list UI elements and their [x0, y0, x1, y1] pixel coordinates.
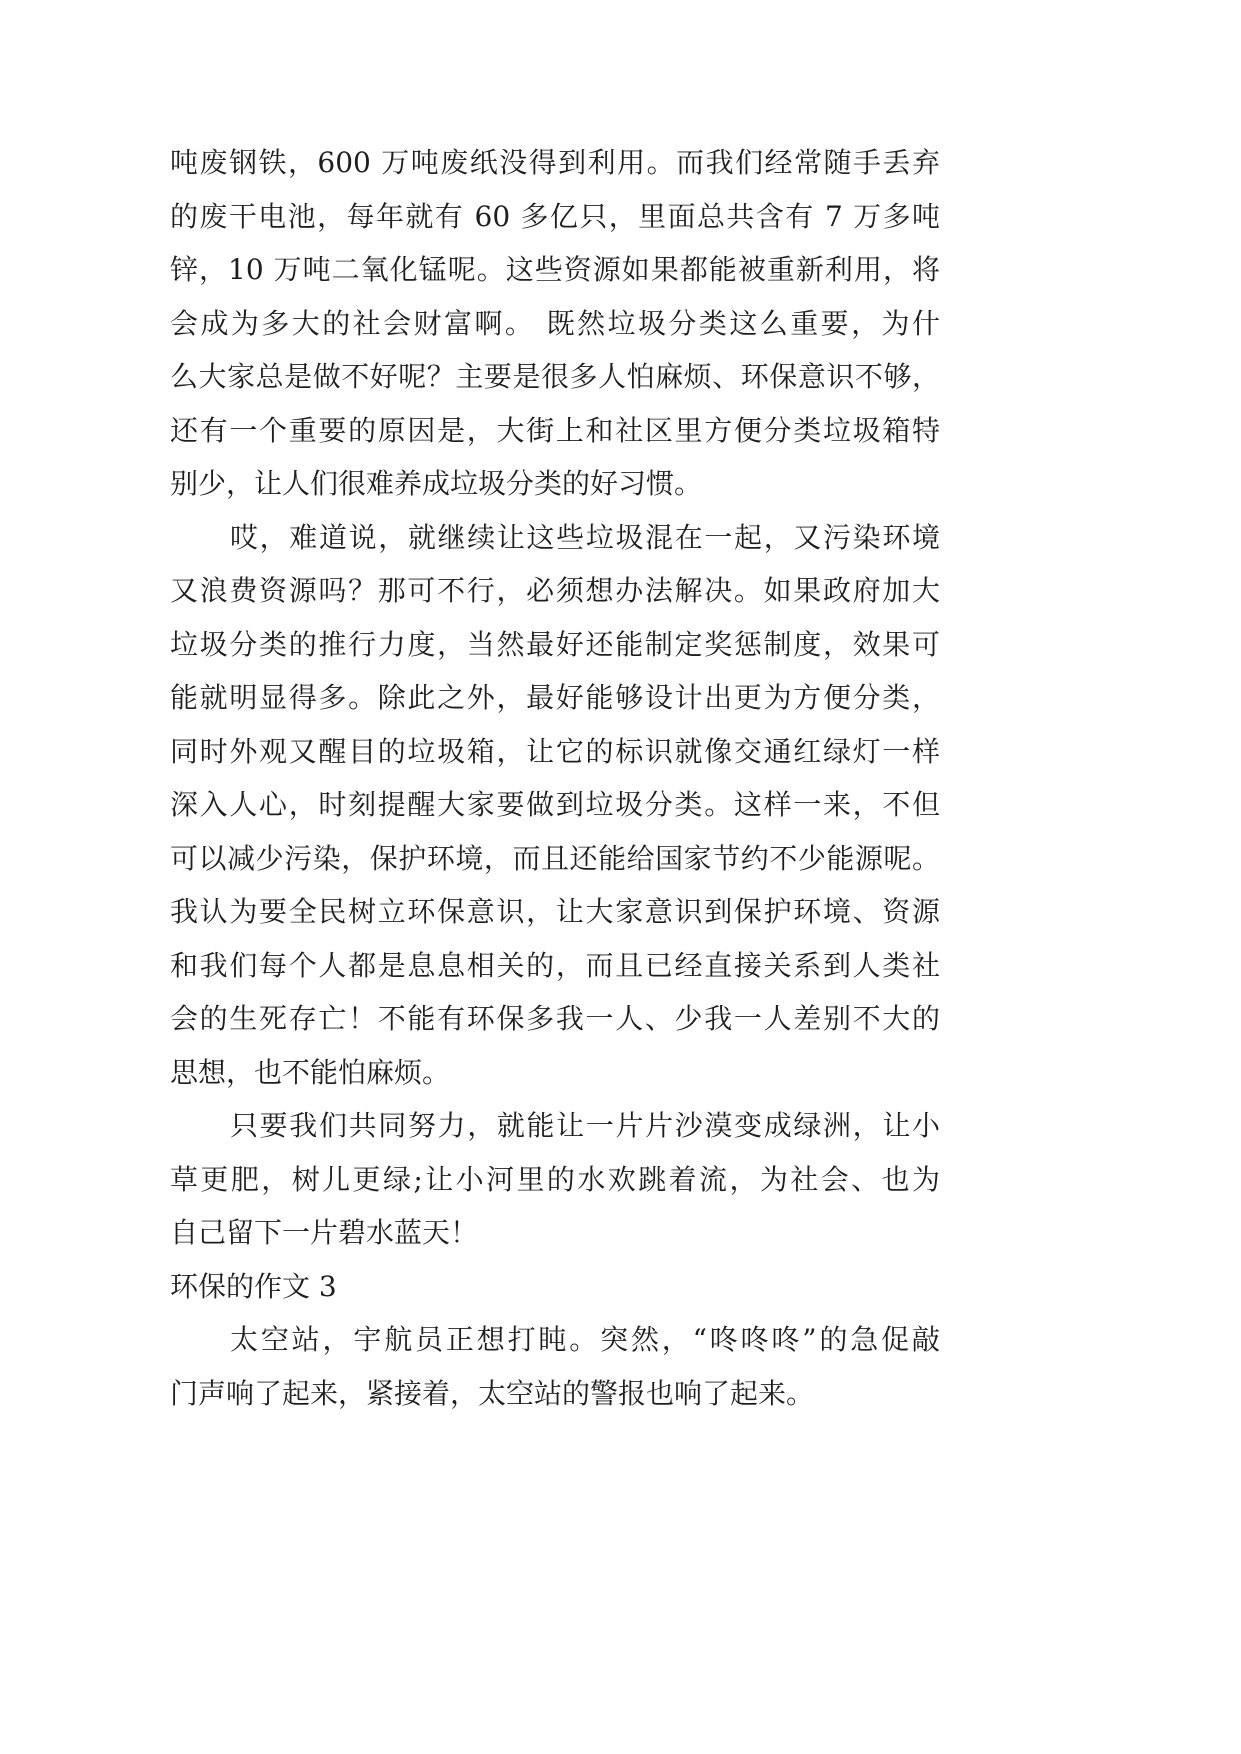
text-line: 思想，也不能怕麻烦。: [170, 1055, 451, 1089]
text-line: 同时外观又醒目的垃圾箱，让它的标识就像交通红绿灯一样: [170, 734, 940, 768]
paragraph: [170, 1313, 940, 1420]
text-line: 可以减少污染，保护环境，而且还能给国家节约不少能源呢。: [170, 841, 940, 875]
section-heading: 环保的作文 3: [170, 1269, 337, 1303]
text-line: 太空站，宇航员正想打盹。突然，“咚咚咚”的急促敲: [230, 1323, 940, 1356]
text-line: 会的生死存亡！不能有环保多我一人、少我一人差别不大的: [170, 1002, 940, 1035]
text-line: 门声响了起来，紧接着，太空站的警报也响了起来。: [170, 1376, 815, 1410]
text-line: 只要我们共同努力，就能让一片片沙漠变成绿洲，让小: [230, 1109, 940, 1142]
text-line: 和我们每个人都是息息相关的，而且已经直接关系到人类社: [170, 948, 940, 982]
text-line: 别少，让人们很难养成垃圾分类的好习惯。: [170, 467, 703, 500]
text-line: 的废干电池，每年就有 60 多亿只，里面总共含有 7 万多吨: [170, 199, 940, 233]
paragraph: [170, 136, 940, 511]
text-line: 垃圾分类的推行力度，当然最好还能制定奖惩制度，效果可: [170, 627, 940, 661]
paragraph: [170, 1099, 940, 1260]
document-body: [170, 136, 940, 1420]
text-line: 吨废钢铁，600 万吨废纸没得到利用。而我们经常随手丢弃: [170, 146, 940, 179]
text-line: 会成为多大的社会财富啊。 既然垃圾分类这么重要，为什: [170, 306, 940, 340]
text-line: 我认为要全民树立环保意识，让大家意识到保护环境、资源: [170, 895, 940, 928]
text-line: 锌，10 万吨二氧化锰呢。这些资源如果都能被重新利用，将: [170, 253, 940, 286]
paragraph: [170, 511, 940, 1100]
text-line: 深入人心，时刻提醒大家要做到垃圾分类。这样一来，不但: [170, 788, 940, 821]
text-line: 哎，难道说，就继续让这些垃圾混在一起，又污染环境: [230, 520, 940, 554]
text-line: 能就明显得多。除此之外，最好能够设计出更为方便分类，: [170, 681, 940, 714]
text-line: 又浪费资源吗？那可不行，必须想办法解决。如果政府加大: [170, 574, 940, 607]
text-line: 自己留下一片碧水蓝天！: [170, 1216, 479, 1249]
text-line: 么大家总是做不好呢？主要是很多人怕麻烦、环保意识不够，: [170, 360, 940, 393]
text-line: 草更肥，树儿更绿;让小河里的水欢跳着流，为社会、也为: [170, 1162, 940, 1196]
text-line: 还有一个重要的原因是，大街上和社区里方便分类垃圾箱特: [170, 413, 940, 447]
